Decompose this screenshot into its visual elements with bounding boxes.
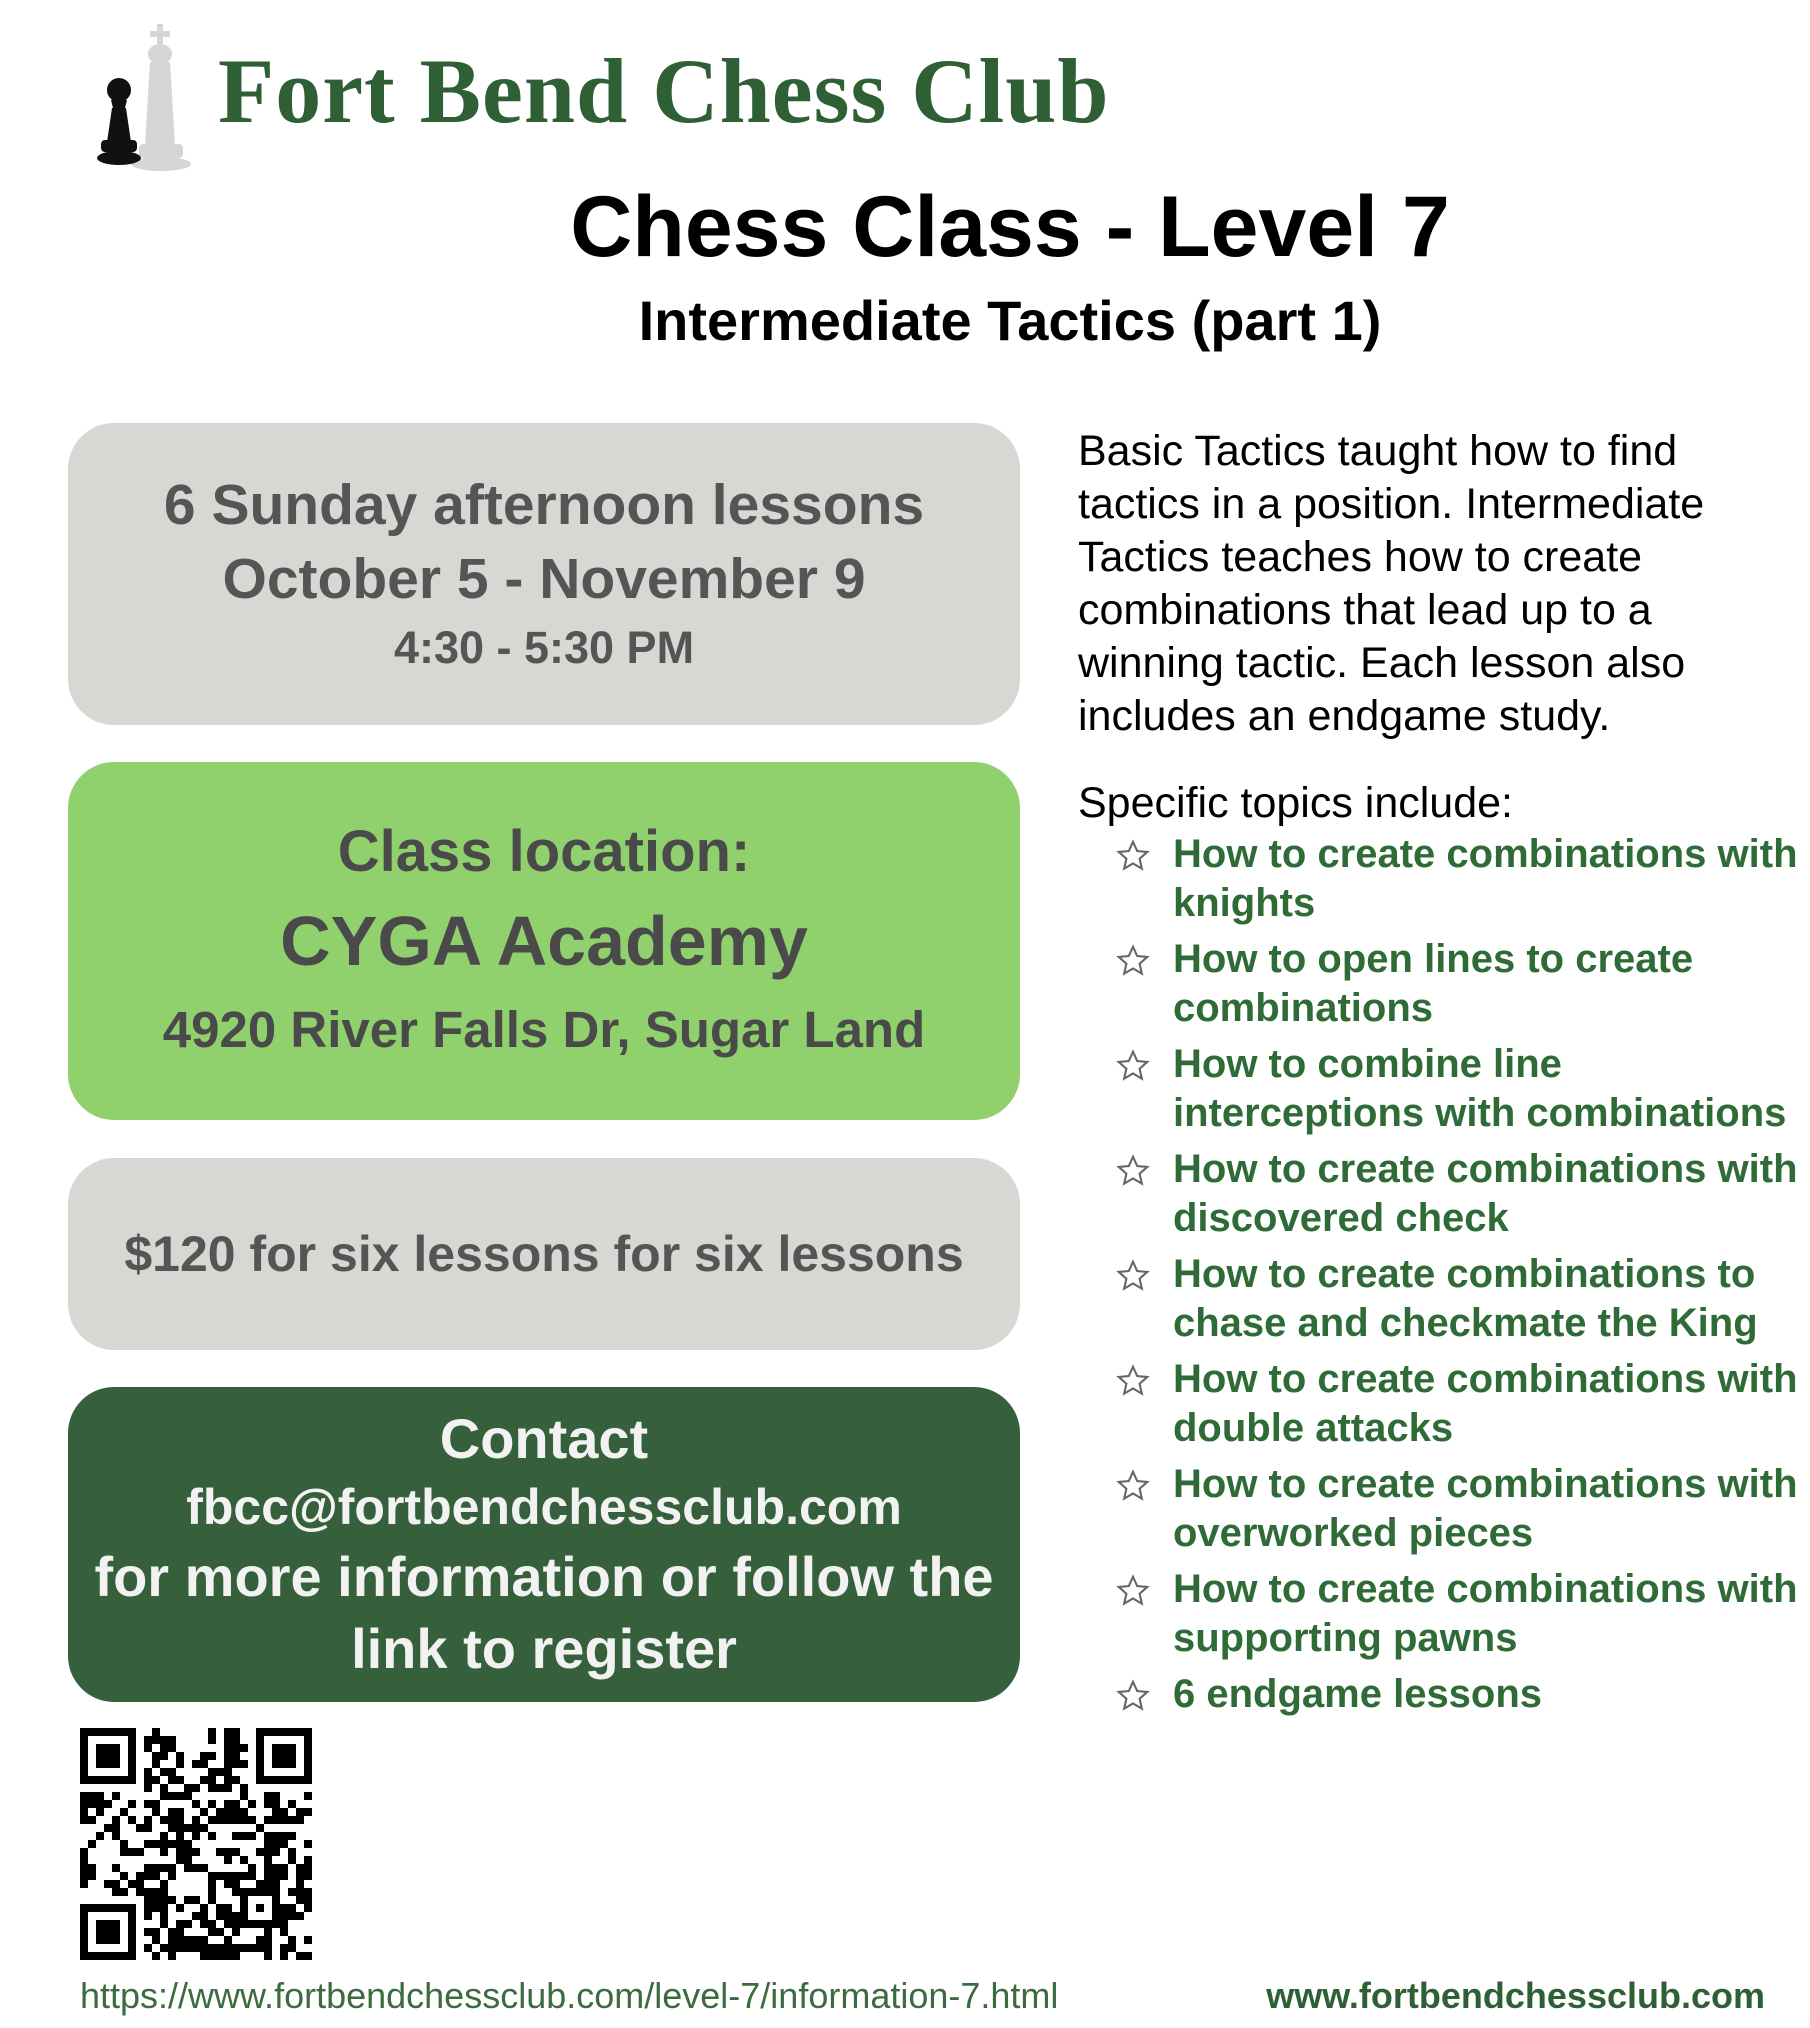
topic-item	[1115, 830, 1805, 928]
topics-heading: Specific topics include:	[1078, 779, 1513, 827]
star-icon	[1115, 1573, 1151, 1609]
star-icon	[1115, 1678, 1151, 1714]
price-text: $120 for six lessons for six lessons	[124, 1226, 964, 1282]
topics-list	[1115, 830, 1805, 1726]
topic-text: How to create combinations to chase and checkmate the King	[1173, 1252, 1758, 1345]
topic-item	[1115, 1460, 1805, 1558]
location-name: CYGA Academy	[280, 902, 808, 980]
location-label: Class location:	[337, 819, 751, 884]
contact-email[interactable]: fbcc@fortbendchessclub.com	[186, 1478, 902, 1535]
course-description: Basic Tactics taught how to find tactics in a position. Intermediate Tactics teaches how to create combinations that lead up to a winning tactic. Each lesson also includes an endgame study.	[1078, 427, 1705, 740]
topic-text: How to create combinations with double attacks	[1173, 1357, 1798, 1450]
schedule-lessons: 6 Sunday afternoon lessons	[163, 473, 925, 537]
topic-item	[1115, 1040, 1805, 1138]
star-icon	[1115, 1048, 1151, 1084]
qr-code-icon[interactable]	[80, 1728, 312, 1960]
topic-text: How to create combinations with knights	[1173, 832, 1798, 925]
topic-item	[1115, 1355, 1805, 1453]
page-subtitle: Intermediate Tactics (part 1)	[638, 289, 1382, 352]
star-icon	[1115, 1363, 1151, 1399]
club-name: Fort Bend Chess Club	[218, 40, 1110, 142]
website-link[interactable]: www.fortbendchessclub.com	[1266, 1975, 1765, 2016]
contact-box	[68, 1387, 1020, 1702]
topic-text: How to combine line interceptions with combinations	[1173, 1042, 1787, 1135]
star-icon	[1115, 943, 1151, 979]
topic-item	[1115, 1145, 1805, 1243]
topic-item	[1115, 935, 1805, 1033]
location-box	[68, 762, 1020, 1120]
topic-text: How to open lines to create combinations	[1173, 937, 1694, 1030]
contact-info: for more information or follow the link to register	[94, 1544, 994, 1680]
page-title: Chess Class - Level 7	[570, 179, 1450, 275]
topic-item	[1115, 1565, 1805, 1663]
price-box	[68, 1158, 1020, 1350]
topic-text: How to create combinations with discovered check	[1173, 1147, 1798, 1240]
schedule-time: 4:30 - 5:30 PM	[393, 622, 695, 673]
registration-link[interactable]: https://www.fortbendchessclub.com/level-7/information-7.html	[80, 1975, 1059, 2016]
star-icon	[1115, 838, 1151, 874]
star-icon	[1115, 1258, 1151, 1294]
topic-item	[1115, 1670, 1805, 1719]
contact-heading: Contact	[439, 1406, 649, 1470]
topic-text: How to create combinations with overworked pieces	[1173, 1462, 1798, 1555]
star-icon	[1115, 1153, 1151, 1189]
schedule-box	[68, 423, 1020, 725]
location-address: 4920 River Falls Dr, Sugar Land	[162, 1001, 926, 1058]
star-icon	[1115, 1468, 1151, 1504]
topic-text: How to create combinations with supporting pawns	[1173, 1567, 1798, 1660]
chess-pawns-icon	[95, 18, 215, 176]
schedule-dates: October 5 - November 9	[222, 547, 866, 611]
topic-item	[1115, 1250, 1805, 1348]
topic-text: 6 endgame lessons	[1173, 1672, 1543, 1716]
